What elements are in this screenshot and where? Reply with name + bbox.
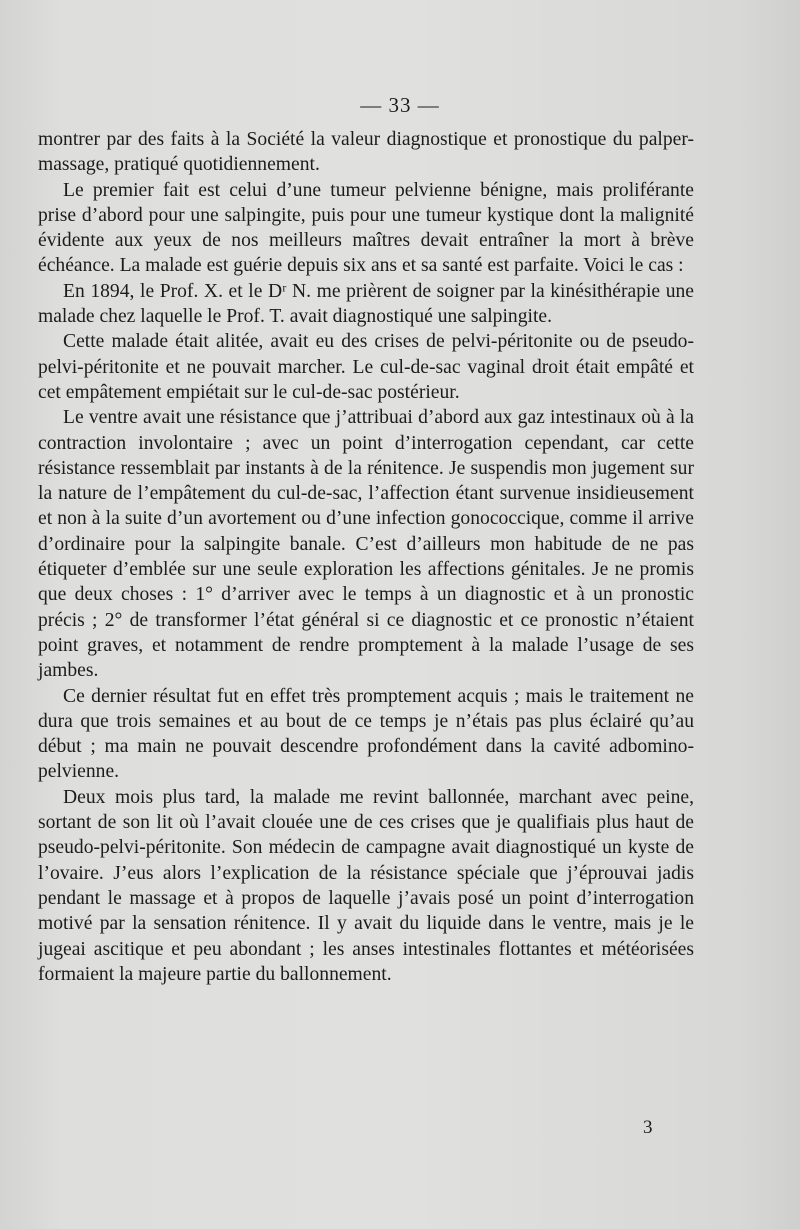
page-number: — 33 — (360, 93, 440, 117)
folio-number: 3 (643, 1117, 653, 1138)
paragraph: Le ventre avait une résistance que j’attribuai d’abord aux gaz intestinaux où à la contraction involontaire ; avec un point d’interrogation cependant, car cette résistance ressemblait par instants à de la rénitence. Je suspendis mon jugement sur la nature de l’empâtement du cul-de-sac, l’affection étant survenue insidieusement et non à la suite d’un avortement ou d’une infection gonococcique, comme il arrive d’ordinaire pour la salpingite banale. C’est d’ailleurs mon habitude de ne pas étiqueter d’emblée sur une seule exploration les affections génitales. Je ne promis que deux choses : 1° d’arriver avec le temps à un diagnostic et à un pronostic précis ; 2° de transformer l’état général si ce diagnostic et ce pronostic n’étaient point graves, et notamment de rendre promptement à la malade l’usage de ses jambes. (38, 407, 694, 682)
paragraph: Deux mois plus tard, la malade me revint ballonnée, marchant avec peine, sortant de son lit où l’avait clouée une de ces crises que je qualifiais plus haut de pseudo-pelvi-péritonite. Son médecin de campagne avait diagnostiqué un kyste de l’ovaire. J’eus alors l’explication de la résistance spéciale que j’éprouvai jadis pendant le massage et à propos de laquelle j’avais posé un point d’interrogation motivé par la sensation rénitence. Il y avait du liquide dans le ventre, mais je le jugeai ascitique et peu abondant ; les anses intestinales flottantes et météorisées formaient la majeure partie du ballonnement. (38, 786, 694, 985)
paragraph: Le premier fait est celui d’une tumeur pelvienne bénigne, mais proliférante prise d’abord pour une salpingite, puis pour une tumeur kystique dont la malignité évidente aux yeux de nos meilleurs maîtres devait entraîner la mort à brève échéance. La malade est guérie depuis six ans et sa santé est parfaite. Voici le cas : (38, 179, 694, 277)
paragraph: Ce dernier résultat fut en effet très promptement acquis ; mais le traitement ne dura que trois semaines et au bout de ce temps je n’étais pas plus éclairé qu’au début ; ma main ne pouvait descendre profondément dans la cavité adbomino-pelvienne. (38, 685, 694, 783)
body-text (38, 127, 694, 987)
paragraph: montrer par des faits à la Société la valeur diagnostique et pronostique du palper-massage, pratiqué quotidiennement. (38, 129, 694, 176)
paragraph: En 1894, le Prof. X. et le Dʳ N. me prièrent de soigner par la kinésithérapie une malade chez laquelle le Prof. T. avait diagnostiqué une salpingite. (38, 280, 694, 328)
paragraph: Cette malade était alitée, avait eu des crises de pelvi-péritonite ou de pseudo-pelvi-péritonite et ne pouvait marcher. Le cul-de-sac vaginal droit était empâté et cet empâtement empiétait sur le cul-de-sac postérieur. (38, 331, 694, 403)
